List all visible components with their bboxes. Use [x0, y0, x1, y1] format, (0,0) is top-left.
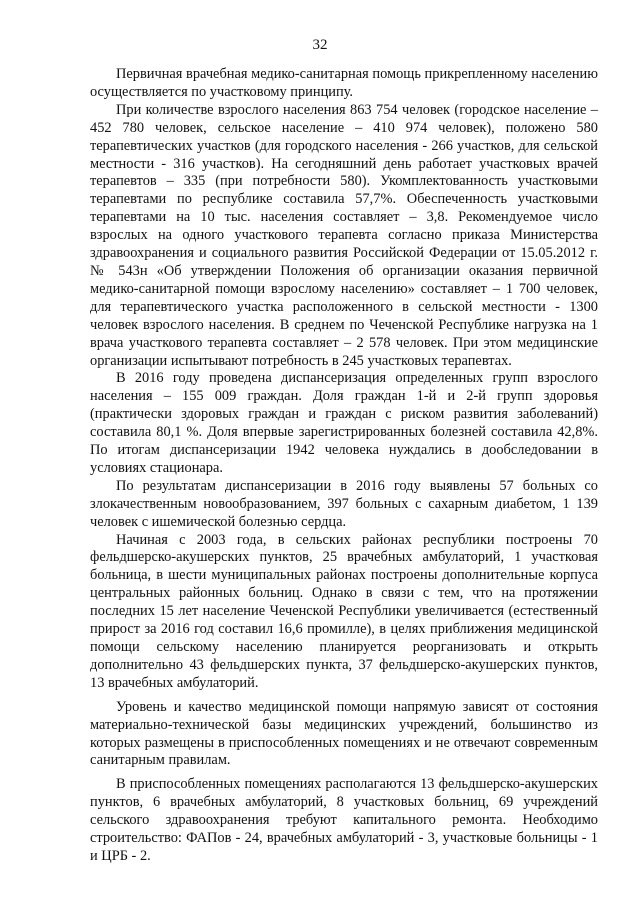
page-number: 32	[312, 37, 328, 53]
paragraph-rural-construction: Начиная с 2003 года, в сельских районах республики построены 70 фельдшерско-акушерских пунктов, 25 врачебных амбулаторий, 1 участковая больница, в шести муниципальных районах построены дополнительные корпуса центральных районных больниц. Однако в связи с тем, что на протяжении последних 15 лет население Чеченской Республики увеличивается (естественный прирост за 2016 год составил 16,6 промилле), в целях приближения медицинской помощи сельскому населению планируется реорганизовать и открыть дополнительно 43 фельдшерских пункта, 37 фельдшерско-акушерских пунктов, 13 врачебных амбулаторий.	[90, 531, 598, 691]
paragraph-therapist-districts: При количестве взрослого населения 863 754 человек (городское население – 452 780 человек, сельское население – 410 974 человек), положено 580 терапевтических участков (для городского населения - 266 участков, для сельской местности - 316 участков). На сегодняшний день работает участковых врачей терапевтов – 335 (при потребности 580). Укомплектованность участковыми терапевтами по республике составила 57,7%. Обеспеченность участковыми терапевтами на 10 тыс. населения составляет – 3,8. Рекомендуемое число взрослых на одного участкового терапевта согласно приказа Министерства здравоохранения и социального развития Российской Федерации от 15.05.2012 г. № 543н «Об утверждении Положения об организации оказания первичной медико-санитарной помощи взрослому населению» составляет – 1 700 человек, для терапевтического участка расположенного в сельской местности - 1300 человек взрослого населения. В среднем по Чеченской Республике нагрузка на 1 врача участкового терапевта составляет – 2 578 человек. При этом медицинские организации испытывают потребность в 245 участковых терапевтах.	[90, 101, 598, 369]
document-body	[90, 66, 598, 866]
paragraph-dispensarization-2016: В 2016 году проведена диспансеризация определенных групп взрослого населения – 155 009 граждан. Доля граждан 1-й и 2-й групп здоровья (практически здоровых граждан и граждан с риском развития заболеваний) составила 80,1 %. Доля впервые зарегистрированных болезней составила 42,8%. По итогам диспансеризации 1942 человека нуждались в дообследовании в условиях стационара.	[90, 370, 598, 476]
paragraph-adapted-premises: В приспособленных помещениях располагаются 13 фельдшерско-акушерских пунктов, 6 врачебных амбулаторий, 8 участковых больниц, 69 учреждений сельского здравоохранения требуют капитального ремонта. Необходимо строительство: ФАПов - 24, врачебных амбулаторий - 3, участковые больницы - 1 и ЦРБ - 2.	[90, 776, 598, 864]
paragraph-material-base: Уровень и качество медицинской помощи напрямую зависят от состояния материально-технической базы медицинских учреждений, большинство из которых размещены в приспособленных помещениях и не отвечают современным санитарным правилам.	[90, 698, 598, 769]
paragraph-primary-care-principle: Первичная врачебная медико-санитарная помощь прикрепленному населению осуществляется по участковому принципу.	[90, 66, 598, 100]
paragraph-dispensarization-results: По результатам диспансеризации в 2016 году выявлены 57 больных со злокачественным новообразованием, 397 больных с сахарным диабетом, 1 139 человек с ишемической болезнью сердца.	[90, 477, 598, 530]
